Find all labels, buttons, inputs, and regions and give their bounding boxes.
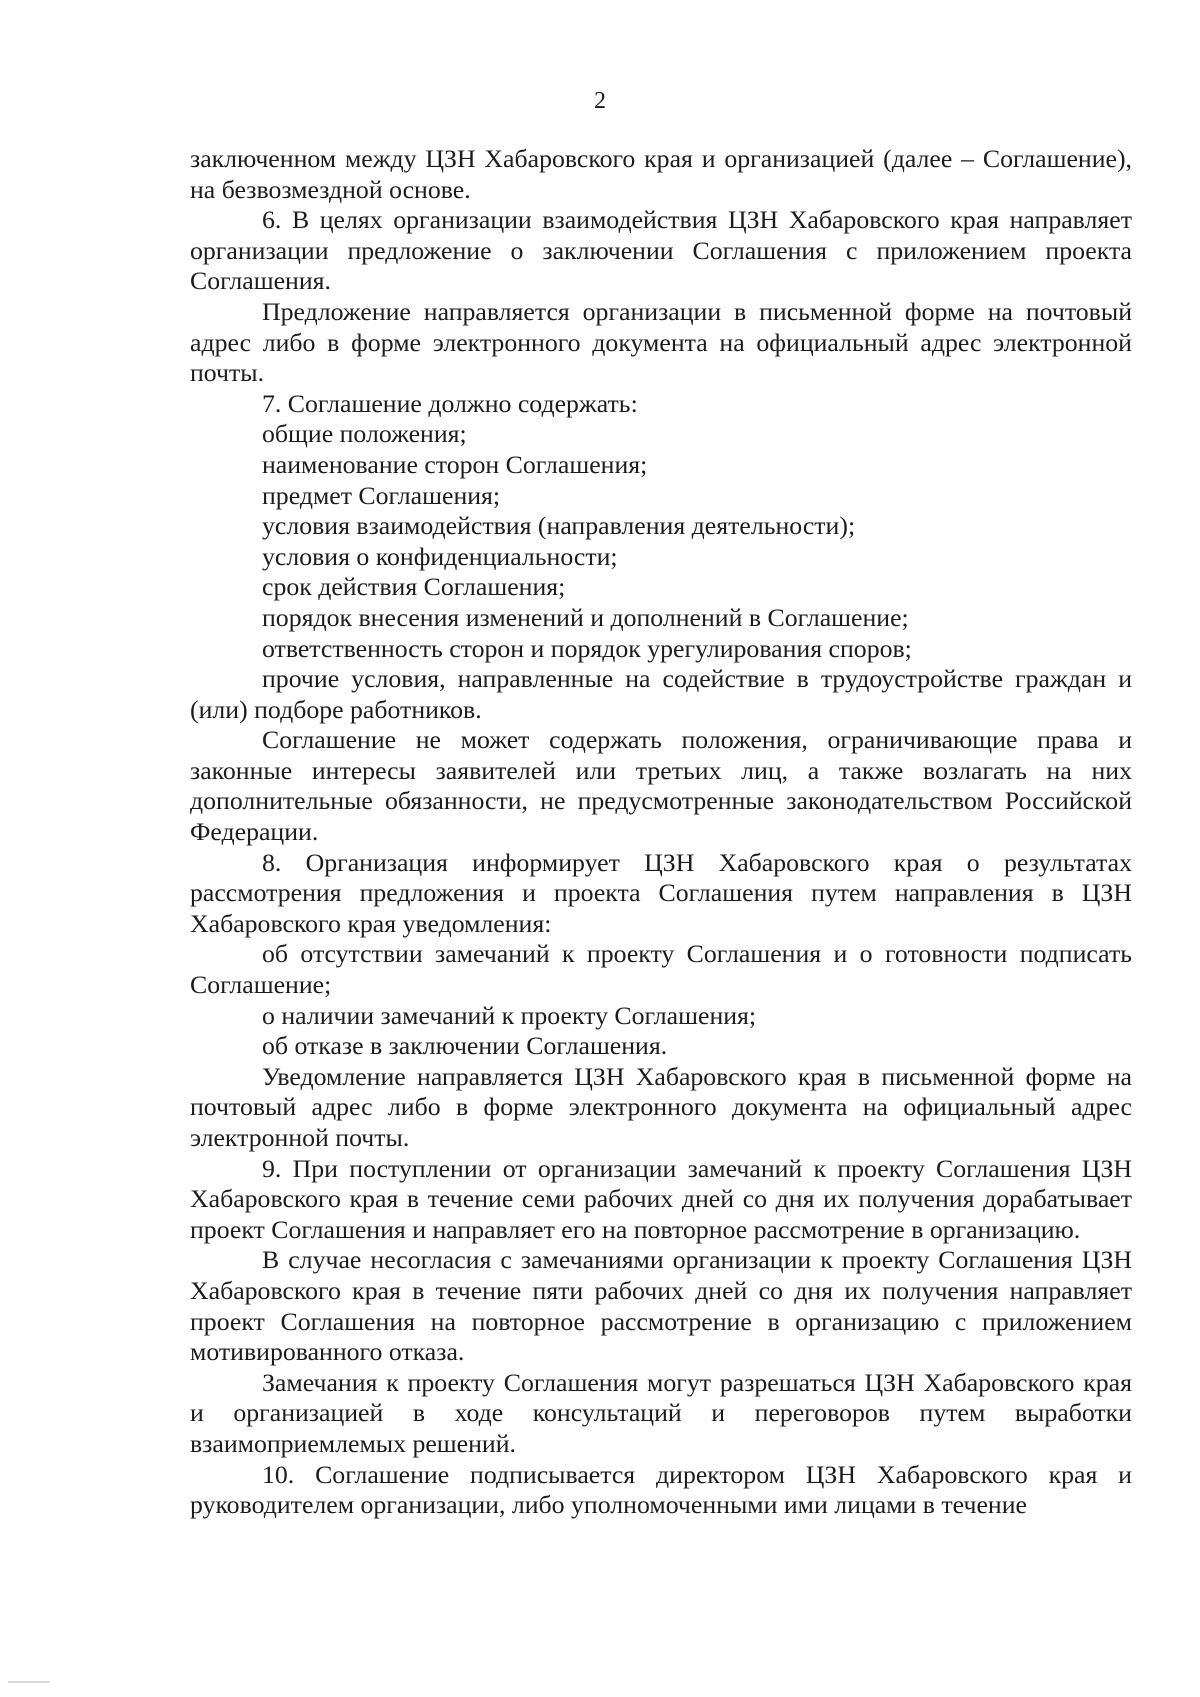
page-number: 2 <box>594 88 606 114</box>
document-body <box>190 144 1132 1521</box>
list-item-other-terms: прочие условия, направленные на содействие в трудоустройстве граждан и (или) подборе работников. <box>190 664 1132 724</box>
paragraph-proposal-delivery: Предложение направляется организации в письменной форме на почтовый адрес либо в форме электронного документа на официальный адрес электронной почты. <box>190 296 1132 388</box>
list-item-general-provisions: общие положения; <box>262 419 467 449</box>
list-item-responsibility: ответственность сторон и порядок урегулирования споров; <box>262 633 912 663</box>
scan-edge-mark <box>8 1681 50 1683</box>
list-item-subject: предмет Соглашения; <box>262 480 501 510</box>
list-item-term: срок действия Соглашения; <box>262 572 566 602</box>
list-item-party-names: наименование сторон Соглашения; <box>262 449 648 479</box>
list-item-amendments: порядок внесения изменений и дополнений в Соглашение; <box>262 602 909 632</box>
paragraph-continuation: заключенном между ЦЗН Хабаровского края и организацией (далее – Соглашение), на безвозмездной основе. <box>190 144 1132 204</box>
paragraph-item-10: 10. Соглашение подписывается директором ЦЗН Хабаровского края и руководителем организации, либо уполномоченными ими лицами в течение <box>190 1459 1132 1520</box>
paragraph-restrictions: Соглашение не может содержать положения, ограничивающие права и законные интересы заявителей или третьих лиц, а также возлагать на них дополнительные обязанности, не предусмотренные законодательством Российской Федерации. <box>190 725 1132 847</box>
list-item-refusal: об отказе в заключении Соглашения. <box>262 1031 668 1061</box>
list-item-has-remarks: о наличии замечаний к проекту Соглашения; <box>262 1000 757 1030</box>
paragraph-notification-delivery: Уведомление направляется ЦЗН Хабаровского края в письменной форме на почтовый адрес либо в форме электронного документа на официальный адрес электронной почты. <box>190 1061 1132 1152</box>
paragraph-item-9: 9. При поступлении от организации замечаний к проекту Соглашения ЦЗН Хабаровского края в течение семи рабочих дней со дня их получения дорабатывает проект Соглашения и направляет его на повторное рассмотрение в организацию. <box>190 1153 1132 1244</box>
paragraph-item-6: 6. В целях организации взаимодействия ЦЗН Хабаровского края направляет организации предложение о заключении Соглашения с приложением проекта Соглашения. <box>190 205 1132 296</box>
list-item-interaction-terms: условия взаимодействия (направления деятельности); <box>262 511 856 541</box>
list-item-no-remarks: об отсутствии замечаний к проекту Соглашения и о готовности подписать Соглашение; <box>190 939 1132 1000</box>
paragraph-item-7: 7. Соглашение должно содержать: <box>262 388 638 418</box>
list-item-confidentiality: условия о конфиденциальности; <box>262 541 618 571</box>
paragraph-item-8: 8. Организация информирует ЦЗН Хабаровского края о результатах рассмотрения предложения и проекта Соглашения путем направления в ЦЗН Хабаровского края уведомления: <box>190 847 1132 938</box>
paragraph-remarks-resolution: Замечания к проекту Соглашения могут разрешаться ЦЗН Хабаровского края и организацией в ходе консультаций и переговоров путем выработки взаимоприемлемых решений. <box>190 1367 1132 1458</box>
paragraph-disagreement: В случае несогласия с замечаниями организации к проекту Соглашения ЦЗН Хабаровского края в течение пяти рабочих дней со дня их получения направляет проект Соглашения на повторное рассмотрение в организацию с приложением мотивированного отказа. <box>190 1245 1132 1367</box>
